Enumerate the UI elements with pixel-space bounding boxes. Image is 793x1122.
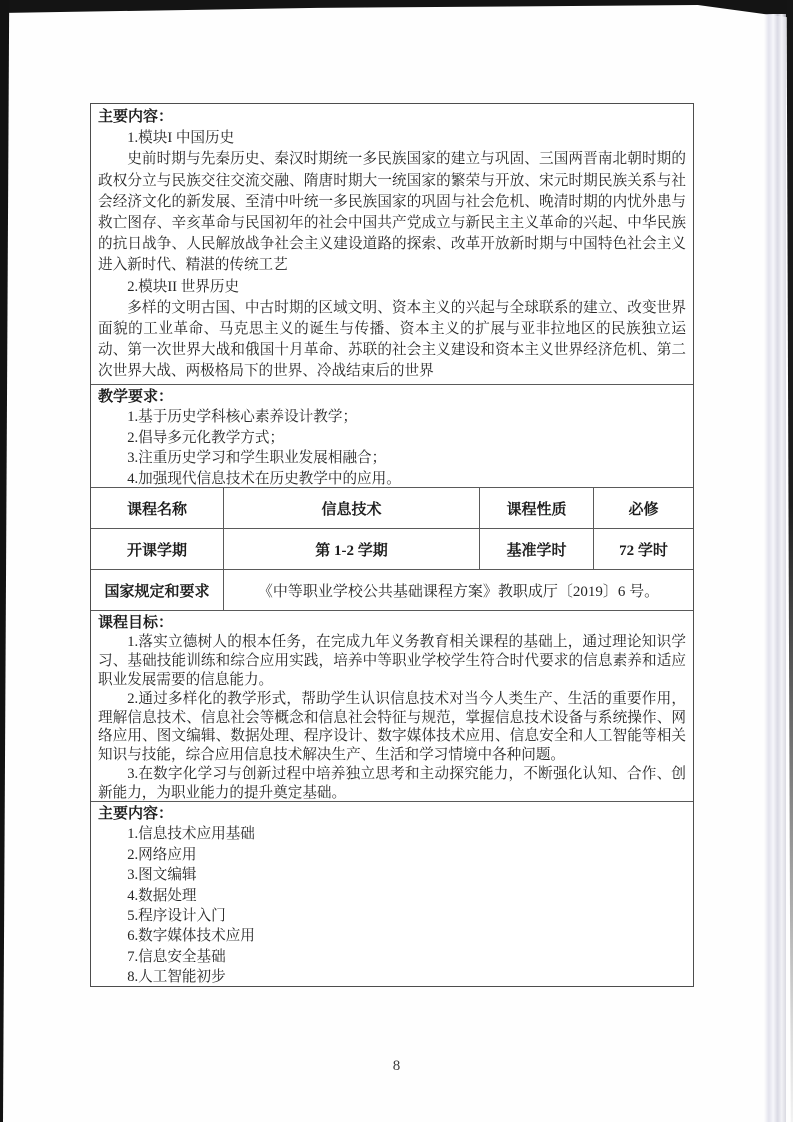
course-info-row (91, 487, 693, 528)
section-history-main-content (91, 104, 693, 384)
national-regulation-label: 国家规定和要求 (104, 583, 210, 600)
content-item: 1.信息技术应用基础 (127, 826, 255, 843)
scan-edge-top (0, 0, 793, 18)
requirement-item: 4.加强现代信息技术在历史教学中的应用。 (127, 470, 401, 487)
content-item: 3.图文编辑 (127, 867, 197, 884)
section-title-main-content-history: 主要内容： (98, 109, 174, 125)
content-item: 5.程序设计入门 (127, 908, 226, 925)
requirement-item: 1.基于历史学科核心素养设计教学； (127, 409, 358, 426)
objective-paragraph: 3.在数字化学习与创新过程中培养独立思考和主动探究能力，不断强化认知、合作、创新能力，为职业能力的提升奠定基础。 (98, 766, 686, 801)
module2-paragraph: 多样的文明古国、中古时期的区域文明、资本主义的兴起与全球联系的建立、改变世界面貌的工业革命、马克思主义的诞生与传播、资本主义的扩展与亚非拉地区的民族独立运动、第一次世界大战和俄国十月革命、苏联的社会主义建设和资本主义世界经济危机、第二次世界大战、两极格局下的世界、冷战结束后的世界 (98, 299, 686, 380)
requirement-item: 3.注重历史学习和学生职业发展相融合； (127, 450, 387, 467)
semester-label: 开课学期 (126, 542, 187, 559)
module1-paragraph: 史前时期与先秦历史、秦汉时期统一多民族国家的建立与巩固、三国两晋南北朝时期的政权分立与民族交往交流交融、隋唐时期大一统国家的繁荣与开放、宋元时期民族关系与社会经济文化的新发展、至清中叶统一多民族国家的巩固与社会危机、晚清时期的内忧外患与救亡图存、辛亥革命与民国初年的社会中国共产党成立与新民主主义革命的兴起、中华民族的抗日战争、人民解放战争社会主义建设道路的探索、改革开放新时期与中国特色社会主义进入新时代、精湛的传统工艺 (98, 151, 686, 274)
course-info-row (91, 569, 693, 610)
section-teaching-requirements (91, 384, 693, 487)
course-name-label: 课程名称 (126, 501, 187, 518)
base-hours-label: 基准学时 (479, 529, 593, 569)
scan-page-edge-streaks (764, 14, 786, 1122)
base-hours-value: 72 学时 (593, 529, 693, 569)
national-regulation-value: 《中等职业学校公共基础课程方案》教职成厅〔2019〕6 号。 (223, 570, 693, 610)
section-course-objectives (91, 610, 693, 801)
content-item: 7.信息安全基础 (127, 948, 226, 965)
content-item: 4.数据处理 (127, 887, 197, 904)
scan-edge-left (0, 0, 10, 1122)
page-number: 8 (392, 1058, 401, 1074)
content-item: 8.人工智能初步 (127, 969, 226, 986)
curriculum-table (90, 103, 694, 987)
section-title-main-content-it: 主要内容： (98, 806, 174, 822)
objective-paragraph: 2.通过多样化的教学形式，帮助学生认识信息技术对当今人类生产、生活的重要作用，理解信息技术、信息社会等概念和信息社会特征与规范，掌握信息技术设备与系统操作、网络应用、图文编辑、数据处理、程序设计、数字媒体技术应用、信息安全和人工智能等相关知识与技能，综合应用信息技术解决生产、生活和学习情境中各种问题。 (98, 690, 686, 764)
objective-paragraph: 1.落实立德树人的根本任务，在完成九年义务教育相关课程的基础上，通过理论知识学习、基础技能训练和综合应用实践，培养中等职业学校学生符合时代要求的信息素养和适应职业发展需要的信息能力。 (98, 633, 686, 688)
course-info-row (91, 528, 693, 569)
section-course-info (91, 487, 693, 610)
course-nature-value: 必修 (593, 488, 693, 528)
scan-edge-right (785, 0, 793, 1122)
content-item: 6.数字媒体技术应用 (127, 928, 255, 945)
section-title-course-objectives: 课程目标： (98, 615, 174, 631)
semester-value: 第 1-2 学期 (223, 529, 479, 569)
course-nature-label: 课程性质 (479, 488, 593, 528)
module1-heading: 1.模块I 中国历史 (127, 130, 235, 147)
module2-heading: 2.模块II 世界历史 (127, 278, 240, 295)
requirement-item: 2.倡导多元化教学方式； (127, 429, 285, 446)
section-it-main-content (91, 801, 693, 986)
course-name-value: 信息技术 (223, 488, 479, 528)
content-item: 2.网络应用 (127, 846, 197, 863)
section-title-teaching-requirements: 教学要求： (98, 389, 174, 405)
